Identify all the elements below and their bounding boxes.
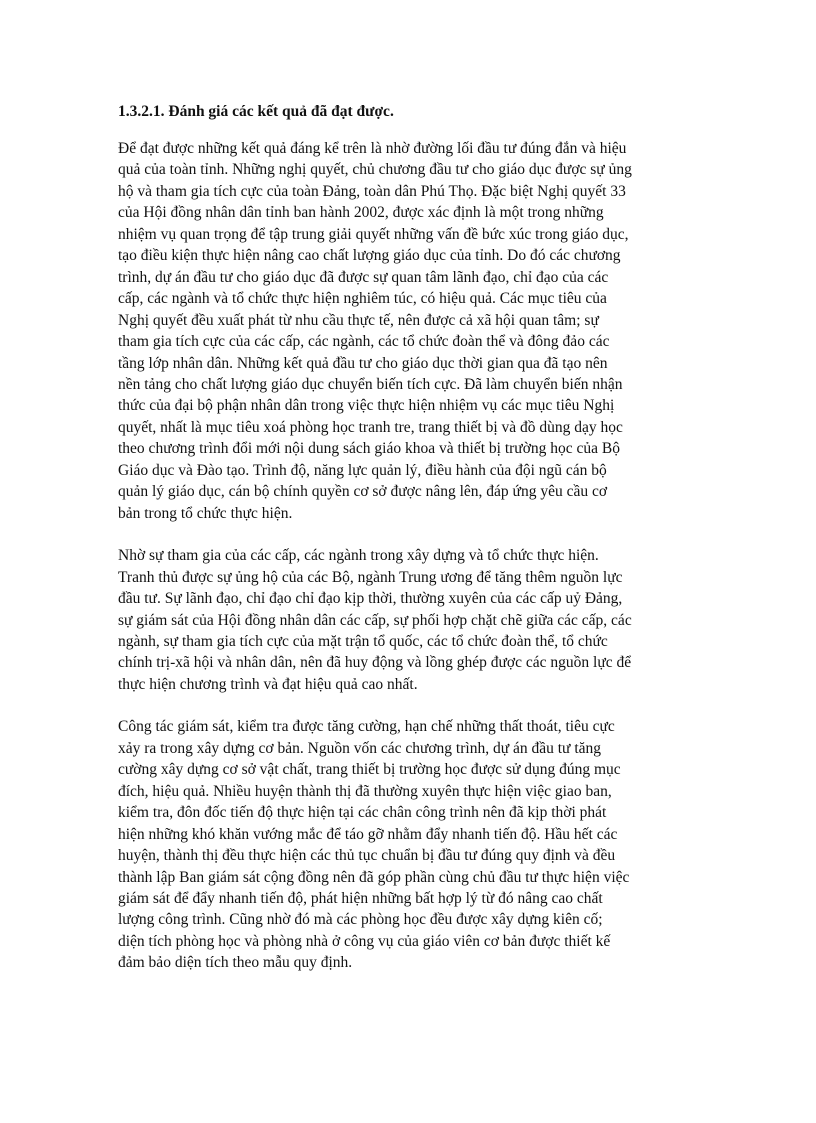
text-line: hiện những khó khăn vướng mắc để táo gỡ nhằm đẩy nhanh tiến độ. Hầu hết các: [118, 825, 618, 843]
text-line: giám sát để đẩy nhanh tiến độ, phát hiện những bất hợp lý từ đó nâng cao chất: [118, 889, 603, 907]
text-line: quả của toàn tỉnh. Những nghị quyết, chủ chương đầu tư cho giáo dục được sự ủng: [118, 161, 632, 179]
text-line: nhiệm vụ quan trọng để tập trung giải quyết những vấn đề bức xúc trong giáo dục,: [118, 225, 629, 243]
text-line: quyết, nhất là mục tiêu xoá phòng học tranh tre, trang thiết bị và đồ dùng dạy học: [118, 418, 623, 436]
text-line: xảy ra trong xây dựng cơ bản. Nguồn vốn các chương trình, dự án đầu tư tăng: [118, 739, 602, 757]
text-line: Tranh thủ được sự ủng hộ của các Bộ, ngành Trung ương để tăng thêm nguồn lực: [118, 568, 623, 586]
text-line: tầng lớp nhân dân. Những kết quả đầu tư cho giáo dục thời gian qua đã tạo nên: [118, 354, 608, 372]
text-line: Nhờ sự tham gia của các cấp, các ngành trong xây dựng và tổ chức thực hiện.: [118, 547, 599, 565]
paragraph-2: [118, 545, 704, 695]
text-line: theo chương trình đổi mới nội dung sách giáo khoa và thiết bị trường học của Bộ: [118, 440, 620, 458]
text-line: thực hiện chương trình và đạt hiệu quả cao nhất.: [118, 675, 418, 693]
text-line: đầu tư. Sự lãnh đạo, chỉ đạo chỉ đạo kịp thời, thường xuyên của các cấp uỷ Đảng,: [118, 590, 623, 608]
text-line: chính trị-xã hội và nhân dân, nên đã huy động và lồng ghép được các nguồn lực để: [118, 654, 632, 672]
text-line: thức của đại bộ phận nhân dân trong việc thực hiện nhiệm vụ các mục tiêu Nghị: [118, 397, 615, 415]
paragraph-gap: [118, 695, 704, 716]
text-line: tham gia tích cực của các cấp, các ngành, các tổ chức đoàn thể và đông đảo các: [118, 333, 610, 351]
text-line: kiểm tra, đôn đốc tiến độ thực hiện tại các chân công trình nên đã kịp thời phát: [118, 804, 607, 822]
text-line: quản lý giáo dục, cán bộ chính quyền cơ sở được nâng lên, đáp ứng yêu cầu cơ: [118, 483, 608, 501]
text-line: hộ và tham gia tích cực của toàn Đảng, toàn dân Phú Thọ. Đặc biệt Nghị quyết 33: [118, 182, 626, 200]
text-line: đảm bảo diện tích theo mẫu quy định.: [118, 954, 353, 972]
text-line: huyện, thành thị đều thực hiện các thủ tục chuẩn bị đầu tư đúng quy định và đều: [118, 847, 616, 865]
text-line: Nghị quyết đều xuất phát từ nhu cầu thực tế, nên được cả xã hội quan tâm; sự: [118, 311, 599, 329]
section-heading: 1.3.2.1. Đánh giá các kết quả đã đạt được.: [118, 103, 394, 120]
text-line: nền tảng cho chất lượng giáo dục chuyển biến tích cực. Đã làm chuyển biến nhận: [118, 375, 623, 393]
paragraph-3: [118, 716, 704, 973]
text-line: thành lập Ban giám sát cộng đồng nên đã góp phần cùng chủ đầu tư thực hiện việc: [118, 868, 630, 886]
text-line: ngành, sự tham gia tích cực của mặt trận tổ quốc, các tổ chức đoàn thể, tổ chức: [118, 632, 608, 650]
document-body: [118, 138, 704, 974]
text-line: đích, hiệu quả. Nhiều huyện thành thị đã thường xuyên thực hiện việc giao ban,: [118, 782, 612, 800]
text-line: cường xây dựng cơ sở vật chất, trang thiết bị trường học được sử dụng đúng mục: [118, 761, 621, 779]
text-line: sự giám sát của Hội đồng nhân dân các cấp, sự phối hợp chặt chẽ giữa các cấp, các: [118, 611, 632, 629]
text-line: tạo điều kiện thực hiện nâng cao chất lượng giáo dục của tỉnh. Do đó các chương: [118, 247, 621, 265]
text-line: của Hội đồng nhân dân tỉnh ban hành 2002, được xác định là một trong những: [118, 204, 604, 222]
text-line: Giáo dục và Đào tạo. Trình độ, năng lực quản lý, điều hành của đội ngũ cán bộ: [118, 461, 607, 479]
text-line: cấp, các ngành và tổ chức thực hiện nghiêm túc, có hiệu quả. Các mục tiêu của: [118, 290, 607, 308]
paragraph-gap: [118, 524, 704, 545]
text-line: Để đạt được những kết quả đáng kể trên là nhờ đường lối đầu tư đúng đắn và hiệu: [118, 140, 627, 157]
text-line: lượng công trình. Cũng nhờ đó mà các phòng học đều được xây dựng kiên cố;: [118, 911, 603, 929]
text-line: diện tích phòng học và phòng nhà ở công vụ của giáo viên cơ bản được thiết kế: [118, 932, 611, 950]
paragraph-1: [118, 138, 704, 524]
text-line: trình, dự án đầu tư cho giáo dục đã được sự quan tâm lãnh đạo, chỉ đạo của các: [118, 268, 609, 286]
text-line: Công tác giám sát, kiểm tra được tăng cường, hạn chế những thất thoát, tiêu cực: [118, 718, 615, 736]
document-page: [118, 101, 704, 974]
text-line: bản trong tổ chức thực hiện.: [118, 504, 293, 522]
